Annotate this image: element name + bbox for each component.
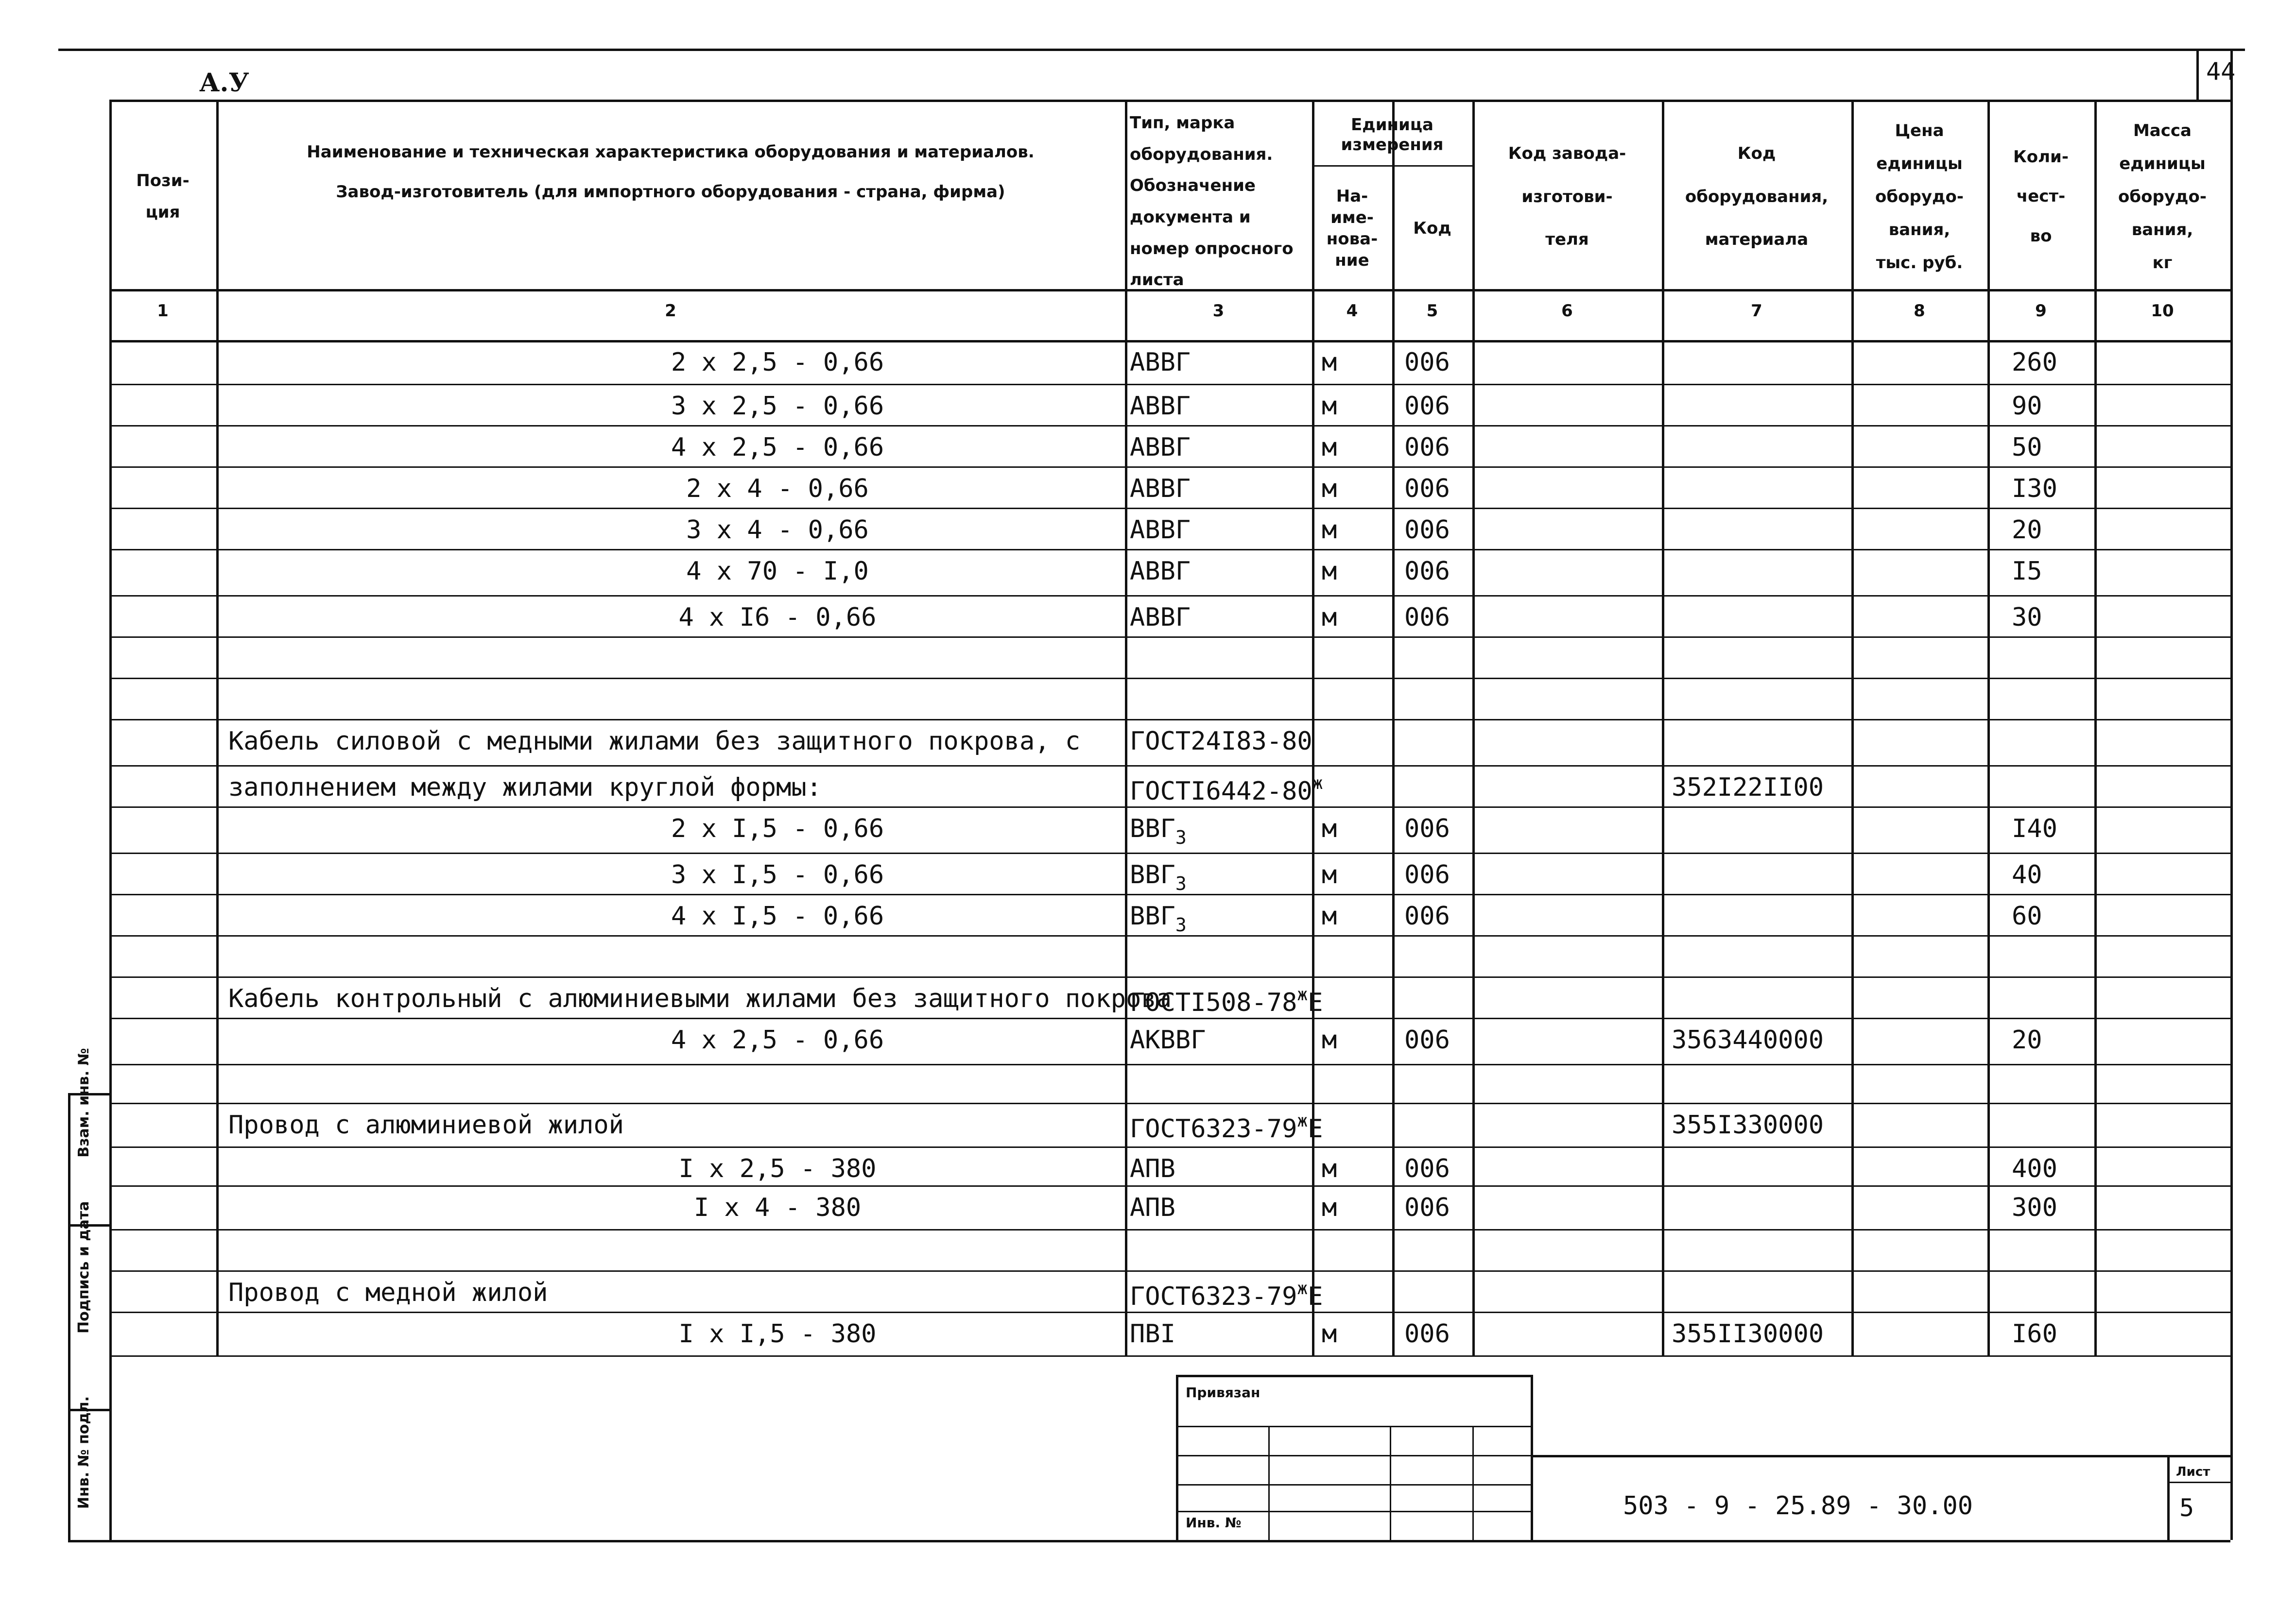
row-item-size: 4 x I,5 - 0,66 — [671, 902, 884, 931]
row-equipment-code: 352I22II00 — [1672, 773, 1824, 802]
row-equipment-code: 3563440000 — [1672, 1026, 1824, 1055]
row-border — [109, 1312, 2230, 1313]
column-number-1: 1 — [157, 301, 169, 321]
row-unit-name: м — [1322, 1026, 1337, 1055]
col-header-name: Наименование и техническая характеристика оборудования и материалов. Завод-изготовитель (для импортного оборудования - страна, фирма) — [307, 142, 1035, 202]
row-unit-code: 006 — [1404, 1154, 1450, 1183]
row-unit-name: м — [1322, 474, 1337, 503]
type-mark-text: АВВГ — [1130, 348, 1191, 377]
row-item-size: 2 x 2,5 - 0,66 — [671, 348, 884, 377]
row-unit-name: м — [1322, 1319, 1337, 1349]
row-quantity: I5 — [2012, 557, 2042, 586]
row-quantity: 260 — [2012, 348, 2057, 377]
table-top-border — [109, 100, 2230, 102]
page-right-border — [2230, 49, 2233, 1540]
column-border-4 — [1392, 100, 1395, 1355]
row-item-size: I x 2,5 - 380 — [678, 1154, 877, 1183]
row-quantity: 50 — [2012, 433, 2042, 462]
row-unit-code: 006 — [1404, 860, 1450, 889]
row-type-mark — [1130, 1112, 1323, 1142]
row-border — [109, 1185, 2230, 1187]
row-quantity: 40 — [2012, 860, 2042, 889]
row-unit-name: м — [1322, 860, 1337, 889]
row-border — [109, 1355, 2230, 1357]
row-description: Провод с медной жилой — [228, 1278, 548, 1307]
type-mark-text: ГОСТ6323-79 — [1130, 1114, 1297, 1144]
row-item-size: 2 x I,5 - 0,66 — [671, 814, 884, 843]
stamp-line — [1176, 1455, 1531, 1456]
row-border — [109, 508, 2230, 509]
column-number-5: 5 — [1426, 301, 1438, 321]
type-mark-suffix: Е — [1308, 988, 1323, 1017]
row-item-size: 4 x 2,5 - 0,66 — [671, 1026, 884, 1055]
row-quantity: I40 — [2012, 814, 2057, 843]
row-unit-code: 006 — [1404, 348, 1450, 377]
row-border — [109, 853, 2230, 854]
row-unit-code: 006 — [1404, 474, 1450, 503]
column-border-3 — [1312, 100, 1314, 1355]
row-border — [109, 466, 2230, 468]
row-description: Провод с алюминиевой жилой — [228, 1111, 624, 1140]
stamp-sheet-label: Лист — [2176, 1465, 2210, 1479]
row-quantity: 400 — [2012, 1154, 2057, 1183]
type-mark-superscript: ж — [1312, 773, 1323, 793]
stamp-right — [1531, 1375, 1533, 1540]
row-unit-code: 006 — [1404, 902, 1450, 931]
column-number-7: 7 — [1751, 301, 1762, 321]
type-mark-superscript: ж — [1297, 1279, 1308, 1299]
row-equipment-code: 355II30000 — [1672, 1319, 1824, 1349]
side-block-line — [68, 1540, 109, 1542]
col-header-unit-code: Код — [1413, 218, 1451, 238]
row-type-mark — [1130, 559, 1191, 584]
col-header-price: Цена единицы оборудо- вания, тыс. руб. — [1875, 121, 1964, 273]
type-mark-text: АКВВГ — [1130, 1026, 1206, 1055]
row-item-size: 4 x 70 - I,0 — [686, 557, 869, 586]
stamp-line — [1176, 1484, 1531, 1486]
type-mark-text: АВВГ — [1130, 433, 1191, 462]
row-type-mark — [1130, 775, 1323, 804]
row-quantity: 20 — [2012, 1026, 2042, 1055]
row-item-size: 3 x 4 - 0,66 — [686, 515, 869, 545]
stamp-line — [1176, 1426, 1531, 1427]
row-unit-name: м — [1322, 902, 1337, 931]
type-mark-text: ВВГ — [1130, 860, 1175, 889]
side-label-replacement: Взам. инв. № — [75, 1048, 92, 1158]
column-number-8: 8 — [1914, 301, 1925, 321]
type-mark-text: ГОСТ6323-79 — [1130, 1282, 1297, 1311]
row-type-mark — [1130, 729, 1312, 754]
type-mark-subscript: 3 — [1175, 914, 1187, 936]
type-mark-superscript: ж — [1297, 985, 1308, 1005]
row-type-mark — [1130, 1027, 1206, 1053]
column-number-6: 6 — [1561, 301, 1573, 321]
row-unit-name: м — [1322, 392, 1337, 421]
type-mark-subscript: 3 — [1175, 827, 1187, 848]
row-unit-name: м — [1322, 557, 1337, 586]
side-label-signature: Подпись и дата — [75, 1201, 92, 1333]
row-quantity: 300 — [2012, 1193, 2057, 1222]
row-unit-name: м — [1322, 603, 1337, 632]
type-mark-text: АВВГ — [1130, 515, 1191, 545]
row-border — [109, 425, 2230, 427]
column-number-4: 4 — [1346, 301, 1358, 321]
row-quantity: 90 — [2012, 392, 2042, 421]
type-mark-text: АПВ — [1130, 1193, 1175, 1222]
row-quantity: I30 — [2012, 474, 2057, 503]
row-unit-code: 006 — [1404, 1026, 1450, 1055]
stamp-vline — [1390, 1426, 1391, 1540]
type-mark-text: ГОСТ24I83-80 — [1130, 727, 1312, 756]
row-type-mark — [1130, 904, 1187, 934]
row-unit-code: 006 — [1404, 392, 1450, 421]
row-type-mark — [1130, 1280, 1323, 1309]
row-item-size: 4 x I6 - 0,66 — [678, 603, 877, 632]
row-border — [109, 1146, 2230, 1148]
row-item-size: I x I,5 - 380 — [678, 1319, 877, 1349]
col-header-quantity: Коли- чест- во — [2013, 147, 2069, 246]
row-border — [109, 719, 2230, 720]
row-border — [109, 1103, 2230, 1104]
type-mark-superscript: ж — [1297, 1111, 1308, 1131]
type-mark-text: АВВГ — [1130, 557, 1191, 586]
column-numbers-bottom-border — [109, 340, 2230, 342]
row-border — [109, 1064, 2230, 1065]
row-item-size: 2 x 4 - 0,66 — [686, 474, 869, 503]
row-unit-name: м — [1322, 348, 1337, 377]
row-type-mark — [1130, 350, 1191, 375]
row-border — [109, 1018, 2230, 1019]
type-mark-text: АВВГ — [1130, 603, 1191, 632]
col-header-unit-name: На- име- нова- ние — [1326, 186, 1378, 271]
row-border — [109, 678, 2230, 679]
sheet-code: А.У — [199, 68, 249, 98]
type-mark-text: АВВГ — [1130, 392, 1191, 421]
row-border — [109, 894, 2230, 895]
row-item-size: I x 4 - 380 — [693, 1193, 862, 1222]
row-type-mark — [1130, 1195, 1175, 1220]
row-type-mark — [1130, 816, 1187, 847]
stamp-inv-label: Инв. № — [1186, 1515, 1242, 1531]
col-header-position: Пози- ция — [136, 171, 190, 222]
row-item-size: 4 x 2,5 - 0,66 — [671, 433, 884, 462]
stamp-sheet-left — [2167, 1455, 2170, 1540]
col-header-equipment-code: Код оборудования, материала — [1685, 144, 1829, 250]
column-number-3: 3 — [1212, 301, 1225, 321]
row-item-size: 3 x 2,5 - 0,66 — [671, 392, 884, 421]
row-description: заполнением между жилами круглой формы: — [228, 773, 822, 802]
page-number-box-left — [2196, 49, 2199, 100]
column-border-1 — [216, 100, 219, 1355]
row-border — [109, 806, 2230, 808]
type-mark-text: АВВГ — [1130, 474, 1191, 503]
row-unit-name: м — [1322, 1193, 1337, 1222]
page-number: 44 — [2206, 57, 2236, 85]
col-header-unit: Единица измерения — [1341, 115, 1444, 154]
row-border — [109, 935, 2230, 937]
row-unit-name: м — [1322, 1154, 1337, 1183]
column-number-10: 10 — [2151, 301, 2174, 321]
side-block-left — [68, 1093, 70, 1540]
row-unit-code: 006 — [1404, 1193, 1450, 1222]
row-type-mark — [1130, 517, 1191, 543]
type-mark-text: ГОСТI508-78 — [1130, 988, 1297, 1017]
stamp-vline — [1472, 1426, 1474, 1540]
page-bottom-border — [109, 1540, 2230, 1542]
type-mark-suffix: Е — [1308, 1114, 1323, 1144]
type-mark-text: ВВГ — [1130, 814, 1175, 843]
row-type-mark — [1130, 435, 1191, 460]
row-unit-name: м — [1322, 814, 1337, 843]
column-number-2: 2 — [665, 301, 676, 321]
stamp-linked-label: Привязан — [1186, 1385, 1260, 1401]
type-mark-text: АПВ — [1130, 1154, 1175, 1183]
row-quantity: 20 — [2012, 515, 2042, 545]
row-border — [109, 976, 2230, 978]
column-number-9: 9 — [2035, 301, 2047, 321]
row-equipment-code: 355I330000 — [1672, 1111, 1824, 1140]
row-type-mark — [1130, 862, 1187, 893]
column-border-2 — [1125, 100, 1127, 1355]
col-header-type: Тип, марка оборудования. Обозначение документа и номер опросного листа — [1130, 113, 1294, 290]
row-description: Кабель контрольный с алюминиевыми жилами без защитного покрова — [228, 984, 1172, 1013]
row-quantity: 30 — [2012, 603, 2042, 632]
row-border — [109, 1270, 2230, 1272]
row-border — [109, 595, 2230, 597]
col-header-plant-code: Код завода- изготови- теля — [1508, 144, 1626, 250]
row-unit-name: м — [1322, 515, 1337, 545]
document-number: 503 - 9 - 25.89 - 30.00 — [1623, 1491, 1973, 1521]
type-mark-text: ПВI — [1130, 1319, 1175, 1349]
row-type-mark — [1130, 393, 1191, 419]
row-unit-code: 006 — [1404, 433, 1450, 462]
row-unit-code: 006 — [1404, 814, 1450, 843]
row-type-mark — [1130, 476, 1191, 501]
type-mark-text: ВВГ — [1130, 902, 1175, 931]
row-type-mark — [1130, 1321, 1175, 1347]
stamp-sheet-line — [2167, 1482, 2230, 1483]
stamp-left — [1176, 1375, 1178, 1540]
type-mark-suffix: Е — [1308, 1282, 1323, 1311]
row-item-size: 3 x I,5 - 0,66 — [671, 860, 884, 889]
side-label-inventory: Инв. № подл. — [75, 1396, 92, 1509]
top-border — [58, 49, 2245, 51]
row-unit-code: 006 — [1404, 515, 1450, 545]
row-unit-code: 006 — [1404, 603, 1450, 632]
row-quantity: I60 — [2012, 1319, 2057, 1349]
row-description: Кабель силовой с медными жилами без защитного покрова, с — [228, 727, 1081, 756]
row-border — [109, 765, 2230, 767]
col-header-mass: Масса единицы оборудо- вания, кг — [2118, 121, 2207, 273]
stamp-top — [1176, 1375, 1531, 1377]
row-border — [109, 384, 2230, 385]
stamp-sheet-number: 5 — [2179, 1494, 2194, 1522]
type-mark-subscript: 3 — [1175, 873, 1187, 894]
row-unit-name: м — [1322, 433, 1337, 462]
row-type-mark — [1130, 986, 1323, 1015]
row-quantity: 60 — [2012, 902, 2042, 931]
stamp-doc-top — [1531, 1455, 2230, 1457]
stamp-vline — [1268, 1426, 1270, 1540]
row-border — [109, 1229, 2230, 1231]
row-border — [109, 636, 2230, 638]
row-unit-code: 006 — [1404, 557, 1450, 586]
row-type-mark — [1130, 605, 1191, 630]
row-type-mark — [1130, 1156, 1175, 1181]
type-mark-text: ГОСТI6442-80 — [1130, 777, 1312, 806]
row-unit-code: 006 — [1404, 1319, 1450, 1349]
row-border — [109, 549, 2230, 550]
stamp-line — [1176, 1511, 1531, 1512]
